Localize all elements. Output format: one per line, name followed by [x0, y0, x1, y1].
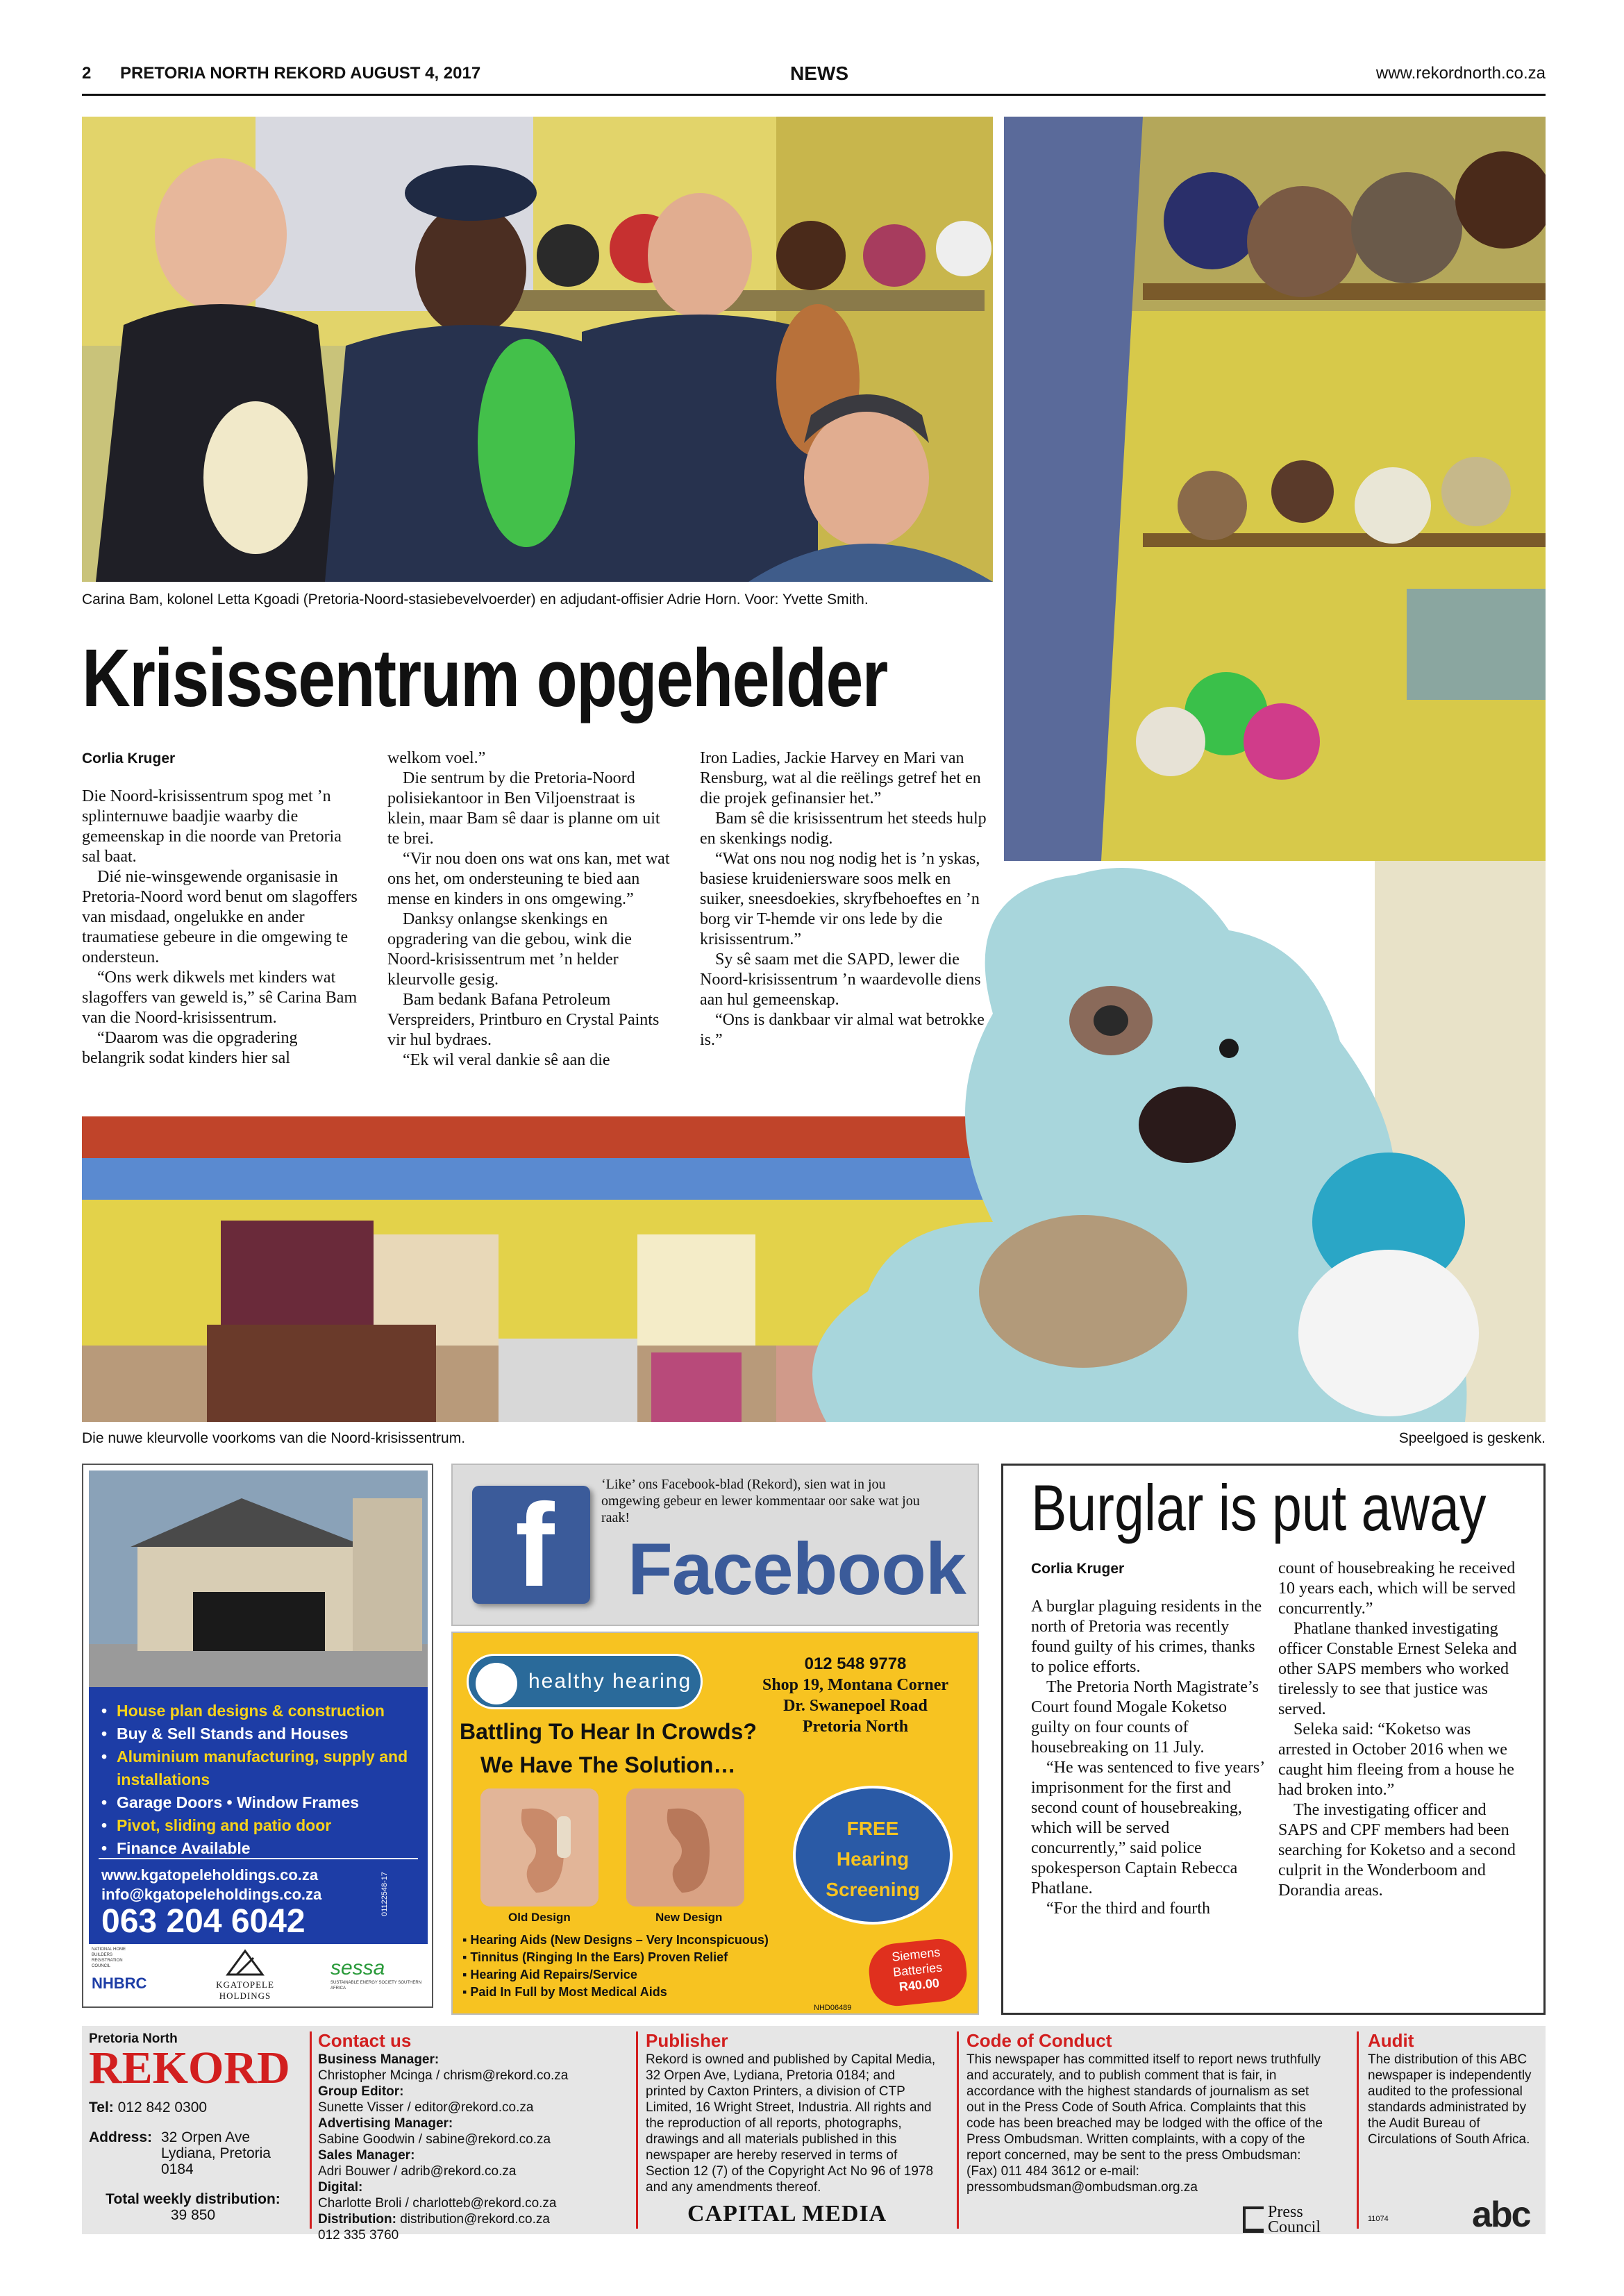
hearing-bullet-text: Hearing Aid Repairs/Service	[470, 1968, 637, 1981]
story2-col1-para: “For the third and fourth	[1046, 1900, 1210, 1918]
contact-value: Sunette Visser / editor@rekord.co.za	[318, 2100, 534, 2115]
story2-col2-para: The investigating officer and SAPS and CPF members had been searching for Koketso and a second culprit in the Wonderboom and Dorandia areas.	[1278, 1801, 1516, 1900]
contact-role	[318, 2147, 610, 2163]
footer-distribution-value: 39 850	[170, 2207, 216, 2223]
facebook-ad-text: ‘Like’ ons Facebook-blad (Rekord), sien wat in jou omgewing gebeur en lewer kommentaar oor sake wat jou raak!	[601, 1477, 920, 1525]
audit-text: The distribution of this ABC newspaper is independently audited to the professional standards administrated by the Audit Bureau of Circulations of South Africa.	[1368, 2052, 1532, 2147]
story2-col2-para: Phatlane thanked investigating officer Constable Ernest Seleka and other SAPS members who worked tirelessly to see that justice was served.	[1278, 1620, 1517, 1718]
photo-toys-shelves-image	[1004, 117, 1546, 861]
contact-value: Charlotte Broli / charlotteb@rekord.co.za	[318, 2196, 557, 2211]
free-screening-label: Screening	[826, 1879, 920, 1900]
footer-address-label: Address:	[89, 2129, 153, 2145]
audit-title: Audit	[1368, 2030, 1414, 2051]
hearing-bullet-text: Hearing Aids (New Designs – Very Inconspicuous)	[470, 1933, 769, 1947]
story1-col2-para: “Vir nou doen ons wat ons kan, met wat ons het, om ondersteuning te bied aan mense en kinders in ons omgewing.”	[387, 850, 670, 908]
contact-value: Christopher Mcinga / chrism@rekord.co.za	[318, 2068, 569, 2083]
section-label: NEWS	[790, 62, 848, 84]
story1-col1-para: Die Noord-krisissentrum spog met ’n splinternuwe baadjie waarby die gemeenskap in die noorde van Pretoria sal baat.	[82, 787, 342, 866]
photo1-caption: Carina Bam, kolonel Letta Kgoadi (Pretoria-Noord-stasiebevelvoerder) en adjudant-offisier Adrie Horn. Voor: Yvette Smith.	[82, 592, 869, 607]
story2-byline: Corlia Kruger	[1031, 1561, 1125, 1577]
kgatopele-service-item: • Aluminium manufacturing, supply and installations	[100, 1745, 419, 1791]
kgatopele-service-item: • Finance Available	[100, 1837, 419, 1860]
kgatopele-logos	[89, 1944, 428, 2002]
footer-conduct-column	[966, 2030, 1355, 2236]
nhbrc-name: NHBRC	[92, 1975, 147, 1992]
conduct-title: Code of Conduct	[966, 2030, 1112, 2051]
publisher-title: Publisher	[646, 2030, 728, 2051]
facebook-wordmark: Facebook	[628, 1528, 966, 1610]
photo-officers-with-toys	[82, 117, 993, 582]
story1-column-1	[82, 748, 360, 1069]
kgatopele-service-item: • House plan designs & construction	[100, 1700, 419, 1723]
hearing-address-3: Pretoria North	[802, 1718, 909, 1736]
footer-tel-label: Tel:	[89, 2100, 114, 2115]
story1-col2-para: welkom voel.”	[387, 749, 486, 767]
ear-new-icon	[626, 1788, 744, 1907]
story2-col1-para: The Pretoria North Magistrate’s Court found Mogale Koketso guilty on four counts of housebreaking on 11 July.	[1031, 1678, 1259, 1757]
ad-facebook	[451, 1464, 979, 1626]
contact-role	[318, 2052, 610, 2068]
footer-distribution-label: Total weekly distribution:	[106, 2191, 281, 2207]
publication-date-line: PRETORIA NORTH REKORD AUGUST 4, 2017	[120, 64, 481, 83]
kgatopele-holdings-logo	[193, 1948, 297, 2000]
press-council-mark-icon	[1243, 2206, 1264, 2233]
ear-old-icon	[480, 1788, 598, 1907]
audit-number: 11074	[1368, 2215, 1389, 2223]
ad-healthy-hearing	[451, 1632, 979, 2015]
hearing-bullet: ▪ Hearing Aids (New Designs – Very Inconspicuous)	[462, 1933, 769, 1947]
footer-address-line: 0184	[161, 2161, 194, 2177]
footer-audit-column	[1368, 2030, 1541, 2235]
story1-column-2	[387, 748, 673, 1071]
photo-large-teddy-image	[785, 861, 1546, 1422]
contact-role-label: Business Manager:	[318, 2052, 440, 2067]
contact-role-label: Sales Manager:	[318, 2148, 415, 2163]
hearing-brand-name: healthy hearing	[528, 1670, 692, 1693]
siemens-price: R40.00	[898, 1975, 940, 1994]
siemens-batteries-badge	[867, 1936, 970, 2009]
kgatopele-service-item: • Buy & Sell Stands and Houses	[100, 1723, 419, 1745]
publisher-text: Rekord is owned and published by Capital Media, 32 Orpen Ave, Lydiana, Pretoria 0184; and printed by Caxton Printers, a division of CTP Limited, 16 Wright Street, Industria. All rights and the reproduction of all reports, photographs, drawings and all materials published in this newspaper are hereby reserved in terms of Section 12 (7) of the Copyright Act No 96 of 1978 and any amendments thereof.	[646, 2052, 936, 2195]
kgatopele-website: www.kgatopeleholdings.co.za	[101, 1866, 319, 1884]
contact-title: Contact us	[318, 2030, 412, 2051]
contact-value: Sabine Goodwin / sabine@rekord.co.za	[318, 2132, 551, 2147]
story1-col2-para: Bam bedank Bafana Petroleum Verspreiders, Printburo en Crystal Paints vir hul bydraes.	[387, 991, 660, 1049]
footer-contact-column	[318, 2030, 610, 2243]
press-council-word-1: Press	[1268, 2203, 1303, 2221]
story1-col3-para: Sy sê saam met die SAPD, lewer die Noord-krisissentrum ’n waardevolle diens aan hul gemeenskap.	[700, 950, 981, 1009]
footer-masthead-column	[89, 2031, 304, 2223]
story2-headline: Burglar is put away	[1031, 1471, 1487, 1544]
hearing-bullet-text: Tinnitus (Ringing In the Ears) Proven Relief	[470, 1950, 728, 1964]
contact-role-label: Digital:	[318, 2180, 363, 2195]
hearing-new-label: New Design	[655, 1911, 723, 1924]
footer-address	[89, 2129, 304, 2177]
hearing-bullet: ▪ Hearing Aid Repairs/Service	[462, 1968, 637, 1981]
footer-rule-2	[636, 2031, 638, 2229]
kgatopele-logo-text: KGATOPELE HOLDINGS	[216, 1979, 274, 2001]
page-header	[82, 64, 1546, 94]
kgatopele-services-list	[100, 1700, 419, 1860]
hearing-bullet-text: Paid In Full by Most Medical Aids	[470, 1985, 667, 1999]
hearing-headline: Battling To Hear In Crowds?	[460, 1719, 757, 1744]
story2-column-2	[1278, 1559, 1521, 1901]
siemens-batteries-label: Batteries	[892, 1960, 943, 1979]
footer-address-line: 32 Orpen Ave	[161, 2129, 251, 2145]
contact-list	[318, 2052, 610, 2243]
kgatopele-house-photo	[89, 1470, 428, 1687]
story2-col2-para: Seleka said: “Koketso was arrested in October 2016 when we caught him fleeing from a house he had broken into.”	[1278, 1720, 1514, 1799]
header-rule	[82, 94, 1546, 96]
hearing-free-screening-badge	[793, 1786, 953, 1925]
story1-col1-para: “Ons werk dikwels met kinders wat slagoffers van geweld is,” sê Carina Bam van die Noord-krisissentrum.	[82, 969, 358, 1027]
footer-rule-1	[310, 2031, 312, 2229]
contact-value: Adri Bouwer / adrib@rekord.co.za	[318, 2164, 517, 2179]
photo4-caption: Speelgoed is geskenk.	[1398, 1430, 1546, 1446]
photo-officers-with-toys-image	[82, 117, 993, 582]
free-hearing-label: Hearing	[836, 1848, 910, 1870]
footer-tel-line	[89, 2100, 304, 2115]
free-label: FREE	[846, 1818, 899, 1839]
contact-distribution	[318, 2211, 610, 2227]
house-image	[89, 1470, 428, 1687]
story1-col1-para: “Daarom was die opgradering belangrik sodat kinders hier sal	[82, 1029, 298, 1067]
footer-publisher-column	[646, 2030, 937, 2227]
hearing-bullet: ▪ Tinnitus (Ringing In the Ears) Proven Relief	[462, 1950, 728, 1964]
photo3-caption: Die nuwe kleurvolle voorkoms van die Noord-krisissentrum.	[82, 1430, 466, 1446]
hearing-old-label: Old Design	[508, 1911, 571, 1924]
footer-rule-4	[1357, 2031, 1359, 2229]
contact-role-label: Group Editor:	[318, 2084, 404, 2099]
facebook-logo-square	[472, 1480, 590, 1611]
kgatopele-email: info@kgatopeleholdings.co.za	[101, 1886, 322, 1903]
footer-address-line: Lydiana, Pretoria	[161, 2145, 271, 2161]
website-label: www.rekordnorth.co.za	[1375, 64, 1546, 83]
contact-role	[318, 2179, 610, 2195]
photo-toys-shelves	[1004, 117, 1546, 861]
kgatopele-ref: 01122548-17	[380, 1871, 389, 1916]
capital-media-logo: CAPITAL MEDIA	[687, 2201, 887, 2227]
nhbrc-sub: NATIONAL HOME BUILDERS REGISTRATION COUNCIL	[92, 1947, 126, 1968]
story1-byline: Corlia Kruger	[82, 751, 176, 766]
photo-large-teddy	[785, 861, 1546, 1422]
sessa-name: sessa	[330, 1956, 385, 1979]
headline-krisissentrum: Krisissentrum opgehelder	[82, 632, 887, 724]
sessa-sub: SUSTAINABLE ENERGY SOCIETY SOUTHERN AFRICA	[330, 1981, 422, 1991]
story2-col2-para: count of housebreaking he received 10 years each, which will be served concurrently.”	[1278, 1559, 1516, 1618]
story2-col1-para: “He was sentenced to five years’ imprisonment for the first and second count of housebreaking, which will be served concurrently,” said police spokesperson Captain Rebecca Phatlane.	[1031, 1759, 1264, 1897]
kgatopele-service-item: • Pivot, sliding and patio door	[100, 1814, 419, 1837]
ad-kgatopele	[82, 1464, 433, 2008]
story2-column-1	[1031, 1559, 1267, 1919]
hearing-brand-pill	[467, 1654, 703, 1709]
hearing-bullet: ▪ Paid In Full by Most Medical Aids	[462, 1985, 667, 1999]
story2-box	[1001, 1464, 1546, 2015]
kgatopele-mark-icon	[224, 1948, 266, 1976]
sessa-logo	[330, 1956, 428, 1991]
hearing-bullets	[462, 1932, 865, 2001]
hearing-ad-ref: NHD06489	[814, 2004, 852, 2012]
footer-panel	[82, 2026, 1546, 2243]
footer-distribution	[89, 2191, 297, 2223]
footer-address-lines	[161, 2129, 271, 2177]
contact-distribution-phone: 012 335 3760	[318, 2228, 399, 2243]
conduct-text: This newspaper has committed itself to report news truthfully and accurately, and to publish comment that is fair, in accordance with the highest standards of journalism as set out in the Press Code of South Africa. Complaints that this code has been breached may be lodged with the office of the Press Ombudsman. Written complaints, with a copy of the report concerned, may be sent to the press Ombudsman: (Fax) 011 484 3612 or e-mail: pressombudsman@ombudsman.org.za	[966, 2052, 1323, 2195]
page-number: 2	[82, 64, 92, 83]
hearing-address-1: Shop 19, Montana Corner	[762, 1676, 949, 1694]
story1-col3-para: Iron Ladies, Jackie Harvey en Mari van Rensburg, wat al die reëlings getref het en die projek gefinansier het.”	[700, 749, 981, 807]
contact-distribution-value: distribution@rekord.co.za	[400, 2212, 550, 2227]
story1-col3-para: Bam sê die krisissentrum het steeds hulp en skenkings nodig.	[700, 810, 987, 848]
press-council-logo	[1243, 2204, 1347, 2236]
story1-col2-para: Danksy onlangse skenkings en opgradering van die gebou, wink die Noord-krisissentrum met ’n helder kleurvolle gesig.	[387, 910, 632, 989]
nhbrc-logo	[92, 1947, 147, 2000]
footer-tel: 012 842 0300	[117, 2100, 208, 2115]
contact-role	[318, 2084, 610, 2100]
facebook-f-icon: f	[515, 1480, 555, 1611]
hearing-phone: 012 548 9778	[804, 1654, 907, 1673]
hearing-contact	[744, 1654, 966, 1737]
kgatopele-service-item: • Garage Doors • Window Frames	[100, 1791, 419, 1814]
masthead-rekord: REKORD	[89, 2043, 290, 2093]
siemens-label: Siemens	[891, 1945, 941, 1964]
hearing-brand-circle	[476, 1663, 517, 1704]
story1-col2-para: Die sentrum by die Pretoria-Noord polisiekantoor in Ben Viljoenstraat is klein, maar Bam sê daar is planne om uit te brei.	[387, 769, 660, 848]
story1-col3-para: “Wat ons nou nog nodig het is ’n yskas, basiese kruideniersware soos melk en suiker, sneesdoekies, skryfbehoeftes en ’n borg vir T-hemde vir ons lede by die krisissentrum.”	[700, 850, 980, 948]
story1-col2-para: “Ek wil veral dankie sê aan die	[403, 1051, 610, 1069]
press-council-word-2: Council	[1268, 2218, 1321, 2236]
story2-col1-para: A burglar plaguing residents in the north of Pretoria was recently found guilty of his crimes, thanks to police efforts.	[1031, 1598, 1262, 1676]
kgatopele-divider	[99, 1858, 418, 1859]
story1-col3-para: “Ons is dankbaar vir almal wat betrokke is.”	[700, 1011, 985, 1049]
hearing-new-design-photo	[626, 1788, 744, 1907]
hearing-subhead: We Have The Solution…	[480, 1752, 736, 1777]
hearing-address-2: Dr. Swanepoel Road	[783, 1697, 928, 1715]
hearing-old-design-photo	[480, 1788, 598, 1907]
story1-col1-para: Dié nie-winsgewende organisasie in Pretoria-Noord word benut om slagoffers van misdaad, ongelukke en ander traumatiese gebeure in die omgewing te ondersteun.	[82, 868, 358, 966]
kgatopele-phone: 063 204 6042	[101, 1903, 305, 1940]
abc-logo: abc	[1472, 2195, 1530, 2235]
footer-rule-3	[957, 2031, 959, 2229]
contact-role	[318, 2115, 610, 2131]
contact-distribution-label: Distribution:	[318, 2212, 396, 2227]
contact-role-label: Advertising Manager:	[318, 2116, 453, 2131]
masthead-small: Pretoria North	[89, 2031, 178, 2046]
